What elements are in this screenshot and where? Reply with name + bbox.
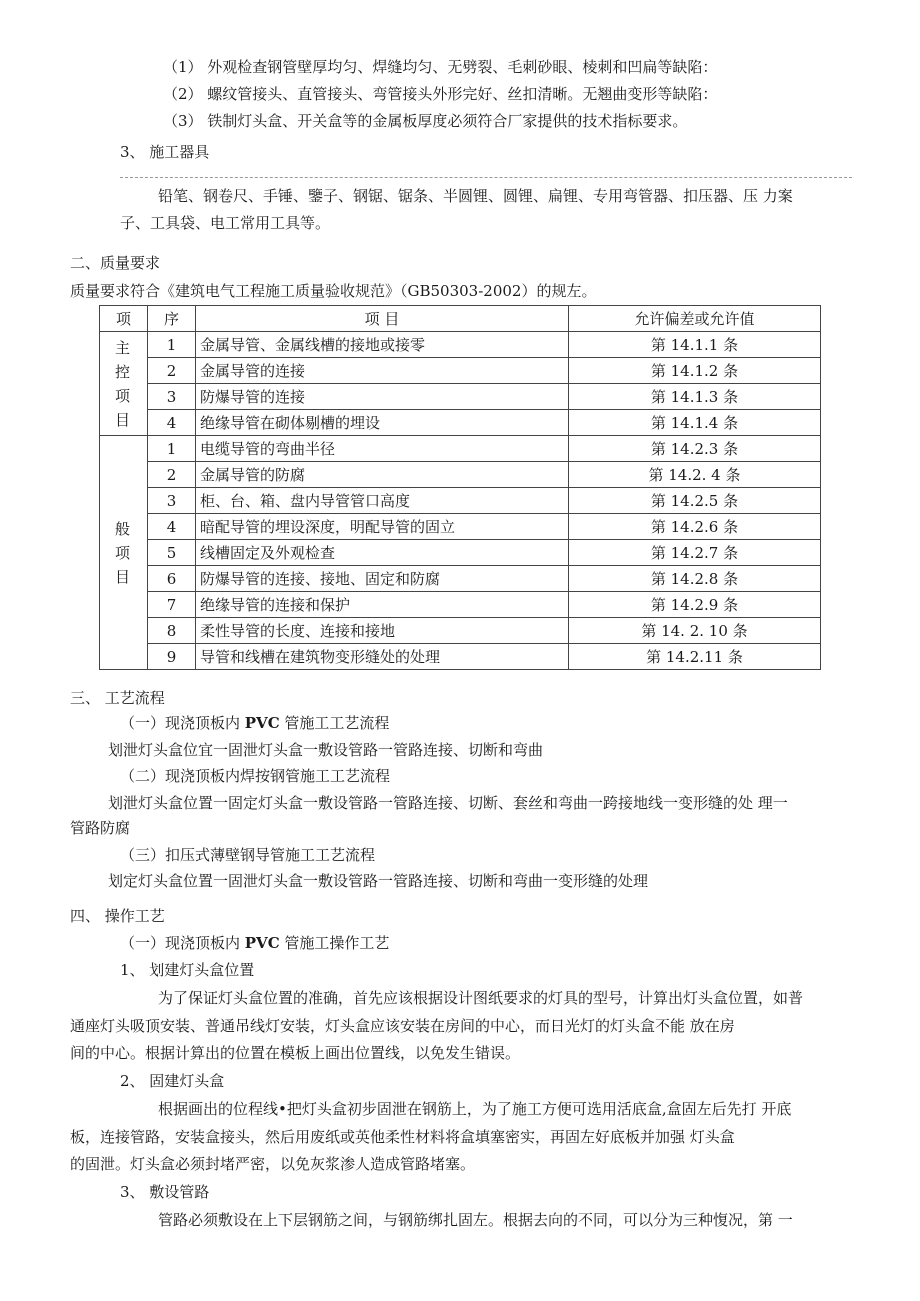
process-sub-1-post: 管施工工艺流程 [279, 714, 390, 732]
process-sub-3: （三）扣压式薄壁钢导管施工工艺流程 [120, 846, 376, 864]
row-value: 第 14.2.8 条 [569, 566, 821, 592]
group-main-line-1: 主 控 [114, 338, 132, 381]
table-row [100, 644, 821, 670]
row-item: 柜、台、箱、盘内导管管口高度 [196, 488, 569, 514]
row-item: 防爆导管的连接 [196, 384, 569, 410]
table-row [100, 618, 821, 644]
header-group: 项 [100, 306, 148, 332]
tools-heading: 3、 施工器具 [120, 143, 210, 161]
row-value: 第 14.2.5 条 [569, 488, 821, 514]
step-1-line-3: 间的中心。根据计算出的位置在模板上画出位置线，以免发生错误。 [70, 1044, 521, 1062]
quality-table [99, 305, 821, 670]
table-row [100, 332, 821, 358]
row-value: 第 14. 2. 10 条 [569, 618, 821, 644]
step-3-line-1: 管路必须敷设在上下层钢筋之间，与钢筋绑扎固左。根据去向的不同，可以分为三种愎况，第 一 [158, 1211, 793, 1229]
row-value: 第 14.2.3 条 [569, 436, 821, 462]
row-value: 第 14.1.4 条 [569, 410, 821, 436]
group-main-line-2: 项 目 [114, 386, 132, 429]
step-1-line-2: 通座灯头吸顶安装、普通吊线灯安装，灯头盒应该安装在房间的中心，而日光灯的灯头盒不能 放在房 [70, 1017, 735, 1035]
row-item: 绝缘导管的连接和保护 [196, 592, 569, 618]
tools-text-line-1: 铅笔、钢卷尺、手锤、鑒子、钢锯、锯条、半圆锂、圆锂、扁锂、专用弯管器、扣压器、压 力案 [158, 187, 793, 205]
process-heading: 三、 工艺流程 [70, 689, 165, 707]
row-seq: 9 [148, 644, 196, 670]
table-row [100, 384, 821, 410]
operation-sub-1-pvc: PVC [244, 934, 280, 952]
step-2-line-3: 的固泄。灯头盒必须封堵严密，以免灰浆渗人造成管路堵塞。 [70, 1155, 476, 1173]
row-item: 暗配导管的埋设深度，明配导管的固立 [196, 514, 569, 540]
row-seq: 4 [148, 410, 196, 436]
row-seq: 4 [148, 514, 196, 540]
row-value: 第 14.1.1 条 [569, 332, 821, 358]
inspection-item-3: （3） 铁制灯头盒、开关盒等的金属板厚度必须符合厂家提供的技术指标要求。 [163, 112, 688, 130]
operation-sub-1 [120, 933, 389, 953]
step-2-title: 2、 固建灯头盒 [120, 1072, 225, 1090]
row-item: 金属导管的连接 [196, 358, 569, 384]
row-item: 绝缘导管在砌体剔槽的埋设 [196, 410, 569, 436]
process-flow-3: 划定灯头盒位置一固泄灯头盒一敷设管路一管路连接、切断和弯曲一变形缝的处理 [108, 872, 649, 890]
row-seq: 2 [148, 462, 196, 488]
row-item: 柔性导管的长度、连接和接地 [196, 618, 569, 644]
row-value: 第 14.2. 4 条 [569, 462, 821, 488]
process-flow-2-line-2: 管路防腐 [70, 819, 131, 837]
row-value: 第 14.2.6 条 [569, 514, 821, 540]
table-row [100, 488, 821, 514]
row-value: 第 14.2.9 条 [569, 592, 821, 618]
row-item: 线槽固定及外观检查 [196, 540, 569, 566]
operation-sub-1-pre: （一）现浇顶板内 [120, 934, 245, 952]
step-2-line-1: 根据画出的位程线•把灯头盒初步固泄在钢筋上，为了施工方便可选用活底盒,盒固左后先打 开底 [158, 1100, 792, 1118]
process-sub-1 [120, 713, 389, 733]
group-general-line-1: 般 项 [114, 519, 132, 562]
table-row [100, 358, 821, 384]
row-value: 第 14.1.3 条 [569, 384, 821, 410]
group-main-control [100, 332, 148, 436]
process-sub-2: （二）现浇顶板内焊按钢管施工工艺流程 [120, 767, 391, 785]
table-row [100, 462, 821, 488]
table-row [100, 410, 821, 436]
process-sub-1-pre: （一）现浇顶板内 [120, 714, 245, 732]
table-row [100, 514, 821, 540]
step-1-line-1: 为了保证灯头盒位置的准确，首先应该根据设计图纸要求的灯具的型号，计算出灯头盒位置，如普 [158, 989, 804, 1007]
inspection-item-2: （2） 螺纹管接头、直管接头、弯管接头外形完好、丝扣清晰。无翘曲变形等缺陷： [163, 85, 718, 103]
row-item: 防爆导管的连接、接地、固定和防腐 [196, 566, 569, 592]
row-item: 金属导管、金属线槽的接地或接零 [196, 332, 569, 358]
row-seq: 1 [148, 332, 196, 358]
quality-heading: 二、质量要求 [70, 254, 161, 272]
process-flow-1: 划泄灯头盒位宜一固泄灯头盒一敷设管路一管路连接、切断和弯曲 [108, 741, 544, 759]
operation-sub-1-post: 管施工操作工艺 [279, 934, 390, 952]
table-row [100, 566, 821, 592]
row-item: 导管和线槽在建筑物变形缝处的处理 [196, 644, 569, 670]
row-seq: 8 [148, 618, 196, 644]
row-seq: 5 [148, 540, 196, 566]
header-value: 允许偏差或允许值 [569, 306, 821, 332]
row-seq: 6 [148, 566, 196, 592]
group-general [100, 436, 148, 670]
step-3-title: 3、 敷设管路 [120, 1183, 210, 1201]
row-seq: 3 [148, 488, 196, 514]
quality-intro: 质量要求符合《建筑电气工程施工质量验收规范》（GB50303-2002）的规左。 [70, 282, 597, 300]
row-seq: 7 [148, 592, 196, 618]
inspection-item-1: （1） 外观检查钢管壁厚均匀、焊缝均匀、无劈裂、毛刺砂眼、棱刺和凹扁等缺陷： [163, 58, 718, 76]
row-item: 电缆导管的弯曲半径 [196, 436, 569, 462]
dashed-divider [120, 177, 852, 178]
operation-heading: 四、 操作工艺 [70, 907, 165, 925]
row-value: 第 14.2.11 条 [569, 644, 821, 670]
step-1-title: 1、 划建灯头盒位置 [120, 961, 255, 979]
group-general-line-2: 目 [114, 567, 132, 586]
row-value: 第 14.2.7 条 [569, 540, 821, 566]
row-seq: 3 [148, 384, 196, 410]
table-row [100, 540, 821, 566]
tools-text-line-2: 子、工具袋、电工常用工具等。 [120, 214, 331, 232]
header-item: 项 目 [196, 306, 569, 332]
step-2-line-2: 板，连接管路，安装盒接头，然后用废纸或英他柔性材料将盒填塞密实，再固左好底板并加强 灯头盒 [70, 1128, 735, 1146]
header-seq: 序 [148, 306, 196, 332]
table-header-row [100, 306, 821, 332]
process-flow-2-line-1: 划泄灯头盒位置一固定灯头盒一敷设管路一管路连接、切断、套丝和弯曲一跨接地线一变形缝的处 理一 [108, 794, 788, 812]
table-row [100, 436, 821, 462]
table-row [100, 592, 821, 618]
row-seq: 1 [148, 436, 196, 462]
row-seq: 2 [148, 358, 196, 384]
row-item: 金属导管的防腐 [196, 462, 569, 488]
process-sub-1-pvc: PVC [244, 714, 280, 732]
row-value: 第 14.1.2 条 [569, 358, 821, 384]
